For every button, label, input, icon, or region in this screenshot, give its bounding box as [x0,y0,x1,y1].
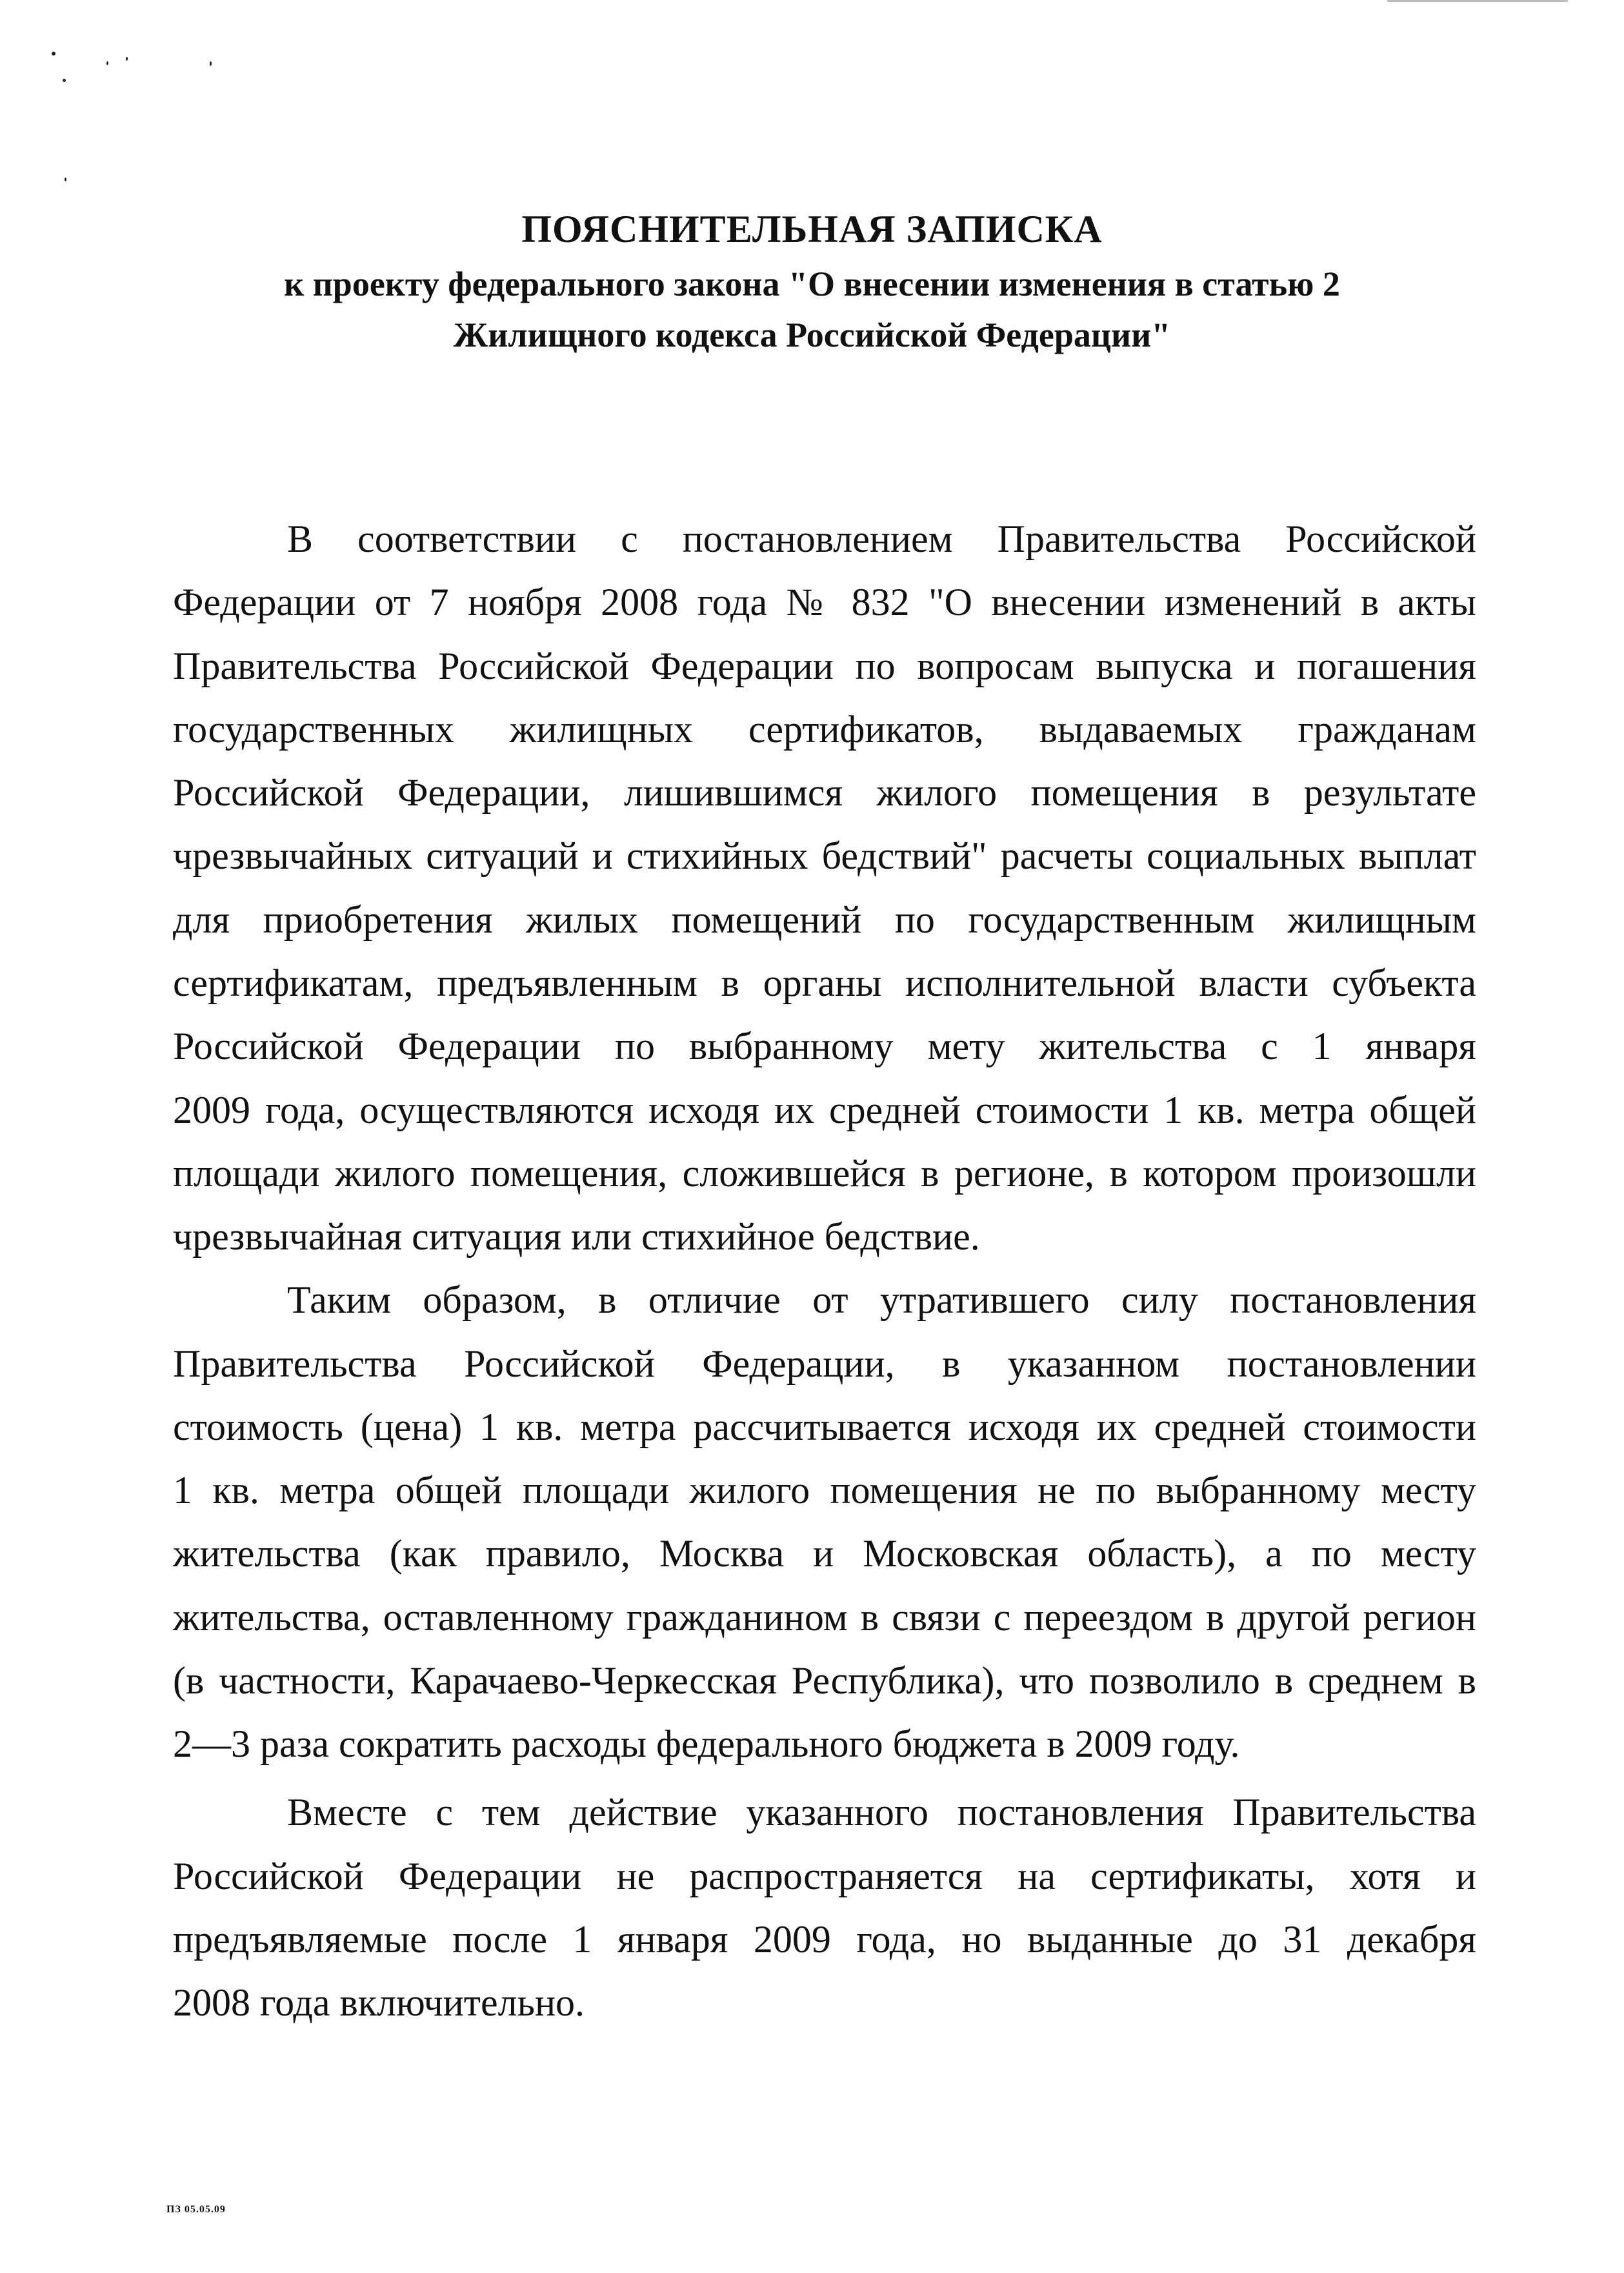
scan-edge-line [1387,0,1568,2]
document-subtitle-line-2: Жилищного кодекса Российской Федерации" [453,316,1171,354]
paragraph-3-line: предъявляемые после 1 января 2009 года, но выданные до 31 декабря [173,1918,1476,1961]
paragraph-1-line: площади жилого помещения, сложившейся в регионе, в котором произошли [173,1152,1476,1195]
paragraph-3-line: 2008 года включительно. [173,1981,585,2024]
scan-speck [63,79,66,82]
document-title: ПОЯСНИТЕЛЬНАЯ ЗАПИСКА [521,208,1103,250]
footer-document-code: ПЗ 05.05.09 [166,2204,226,2215]
paragraph-2-line: стоимость (цена) 1 кв. метра рассчитывается исходя их средней стоимости [173,1406,1476,1448]
paragraph-2-line: жительства, оставленному гражданином в связи с переездом в другой регион [173,1596,1476,1639]
document-subtitle-line-1: к проекту федерального закона "О внесении изменения в статью 2 [284,265,1340,303]
scan-speck [106,61,108,65]
paragraph-3-line: Российской Федерации не распространяется на сертификаты, хотя и [173,1855,1476,1897]
paragraph-2-line: 1 кв. метра общей площади жилого помещения не по выбранному месту [173,1469,1476,1511]
paragraph-2-line: Таким образом, в отличие от утратившего силу постановления [287,1278,1476,1321]
paragraph-1-line: чрезвычайных ситуаций и стихийных бедствий" расчеты социальных выплат [173,834,1476,877]
paragraph-1-line: Российской Федерации по выбранному мету жительства с 1 января [173,1025,1476,1067]
paragraph-2-line: Правительства Российской Федерации, в указанном постановлении [173,1342,1476,1385]
scan-speck [210,61,212,66]
paragraph-1-line: 2009 года, осуществляются исходя их средней стоимости 1 кв. метра общей [173,1089,1476,1131]
paragraph-1-line: для приобретения жилых помещений по государственным жилищным [173,898,1476,941]
paragraph-1-line: Правительства Российской Федерации по вопросам выпуска и погашения [173,645,1476,687]
scan-speck [52,52,55,56]
paragraph-1-line: сертификатам, предъявленным в органы исполнительной власти субъекта [173,962,1476,1004]
paragraph-2-line: 2—3 раза сократить расходы федерального бюджета в 2009 году. [173,1722,1240,1765]
paragraph-2-line: жительства (как правило, Москва и Московская область), а по месту [173,1532,1476,1575]
paragraph-1-line: государственных жилищных сертификатов, выдаваемых гражданам [173,708,1476,751]
scan-speck [126,57,128,61]
scan-speck [65,177,66,181]
paragraph-2-line: (в частности, Карачаево-Черкесская Республика), что позволило в среднем в [173,1659,1476,1702]
paragraph-1-line: В соответствии с постановлением Правительства Российской [287,518,1476,560]
paragraph-3-line: Вместе с тем действие указанного постановления Правительства [287,1791,1476,1834]
paragraph-1-line: чрезвычайная ситуация или стихийное бедствие. [173,1215,980,1258]
paragraph-1-line: Федерации от 7 ноября 2008 года № 832 "О внесении изменений в акты [173,581,1476,623]
paragraph-1-line: Российской Федерации, лишившимся жилого помещения в результате [173,771,1476,814]
